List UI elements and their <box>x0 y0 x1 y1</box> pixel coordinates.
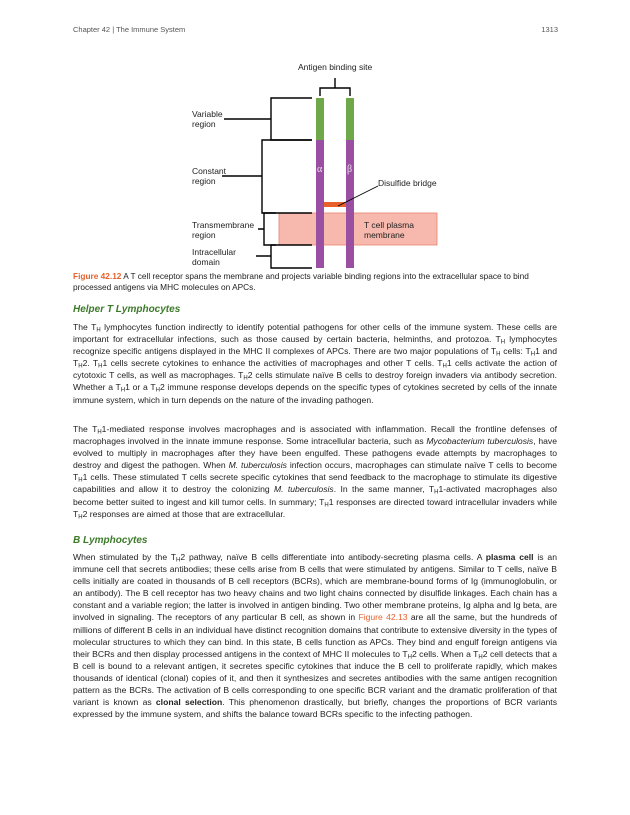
intracellular-domain-label: Intracellular <box>192 247 236 257</box>
constant-region-bracket <box>222 140 312 213</box>
helper-t-paragraph-2: The $T_H1$-mediated response involves macrophages and is associated with inflammation. Recall the frontline defenses of macrophages involved in the innate immune response. Some intracellular bacteria, such as Mycobacterium tuberculosis, have evolved to multiply in macrophages after they have been engulfed. These pathogens evade attempts by macrophages to destroy and digest the pathogen. When M. tuberculosis infection occurs, macrophages can stimulate naïve T cells to become $T_H1$ cells. These stimulated T cells secrete specific cytokines that send feedback to the macrophage to stimulate its digestive capabilities and allow it to destroy the colonizing M. tuberculosis. In the same manner, $T_H1$-activated macrophages also become better suited to ingest and kill tumor cells. In summary; $T_H1$ responses are directed toward intracellular invaders while $T_H2$ responses are aimed at those that are extracellular. <box>73 424 558 521</box>
membrane-label: T cell plasma <box>364 220 414 230</box>
alpha-chain-variable <box>316 98 324 140</box>
alpha-chain-constant <box>316 140 324 268</box>
page-number: 1313 <box>541 25 558 34</box>
disulfide-bridge-label: Disulfide bridge <box>378 178 437 188</box>
helper-t-paragraph-1: The $T_H$ lymphocytes function indirectly to identify potential pathogens for other cells of the immune system. These cells are important for extracellular infections, such as those caused by certain bacteria, helminths, and protozoa. $T_H$ lymphocytes recognize specific antigens displayed in the MHC II complexes of APCs. There are two major populations of $T_H$ cells: $T_H1$ and $T_H2$. $T_H1$ cells secrete cytokines to enhance the activities of macrophages and other T cells. $T_H1$ cells activate the action of cytotoxic T cells, as well as macrophages. $T_H2$ cells stimulate naïve B cells to destroy foreign invaders via antibody secretion. Whether a $T_H1$ or a $T_H2$ immune response develops depends on the specific types of cytokines secreted by cells of the innate immune system, which in turn depends on the nature of the invading pathogen. <box>73 322 557 405</box>
disulfide-bridge <box>324 202 346 207</box>
chapter-header: Chapter 42 | The Immune System <box>73 25 186 34</box>
figure-42-13-link[interactable]: Figure 42.13 <box>358 612 408 623</box>
b-lymphocytes-heading: B Lymphocytes <box>73 535 148 546</box>
intracellular-domain-bracket <box>256 245 312 268</box>
helper-t-heading: Helper T Lymphocytes <box>73 304 181 315</box>
beta-symbol: β <box>347 164 353 175</box>
caption-text: A T cell receptor spans the membrane and projects variable binding regions into the extracellular space to bind processed antigens via MHC molecules on APCs. <box>73 271 529 292</box>
antigen-binding-site-label: Antigen binding site <box>298 62 373 72</box>
disulfide-bridge-pointer <box>338 186 378 206</box>
figure-caption <box>73 271 557 293</box>
alpha-symbol: α <box>317 164 323 175</box>
b-lymphocytes-paragraph: When stimulated by the $T_H2$ pathway, naïve B cells differentiate into antibody-secreting plasma cells. A plasma cell is an immune cell that secrets antibodies; these cells arise from B cells that were stimulated by antigens. Similar to T cells, naïve B cells initially are coated in thousands of B cell receptors (BCRs), which are membrane-bound forms of Ig (immunoglobulin, or an antibody). The B cell receptor has two heavy chains and two light chains connected by disulfide linkages. Each chain has a constant and a variable region; the latter is involved in antigen binding. Two other membrane proteins, Ig alpha and Ig beta, are involved in signaling. The receptors of any particular B cell, as shown in Figure 42.13 are all the same, but the hundreds of millions of different B cells in an individual have distinct recognition domains that contribute to extensive diversity in the types of molecular structures to which they can bind. In this state, B cells function as APCs. They bind and engulf foreign antigens via their BCRs and then display processed antigens in the context of MHC II molecules to $T_H2$ cells. When a $T_H2$ cell detects that a B cell is bound to a relevant antigen, it secretes specific cytokines that induce the B cell to proliferate rapidly, which makes thousands of identical (clonal) copies of it, and then it synthesizes and secretes antibodies with the same antigen recognition pattern as the BCRs. The activation of B cells corresponding to one specific BCR variant and the dramatic proliferation of that variant is known as clonal selection. This phenomenon drastically, but briefly, changes the proportions of BCR variants expressed by the immune system, and shifts the balance toward BCRs specific to the infecting pathogen. <box>73 552 558 720</box>
transmembrane-region-label: Transmembrane <box>192 220 255 230</box>
intracellular-domain-label-2: domain <box>192 257 220 267</box>
constant-region-label: Constant <box>192 166 227 176</box>
antigen-binding-bracket <box>320 78 350 96</box>
variable-region-label-2: region <box>192 119 216 129</box>
beta-chain-constant <box>346 140 354 268</box>
variable-region-bracket <box>224 98 312 140</box>
constant-region-label-2: region <box>192 176 216 186</box>
t-cell-receptor-figure <box>0 0 630 270</box>
membrane-label-2: membrane <box>364 230 405 240</box>
variable-region-label: Variable <box>192 109 223 119</box>
transmembrane-region-label-2: region <box>192 230 216 240</box>
beta-chain-variable <box>346 98 354 140</box>
figure-number: Figure 42.12 <box>73 271 122 281</box>
transmembrane-region-bracket <box>258 213 276 245</box>
